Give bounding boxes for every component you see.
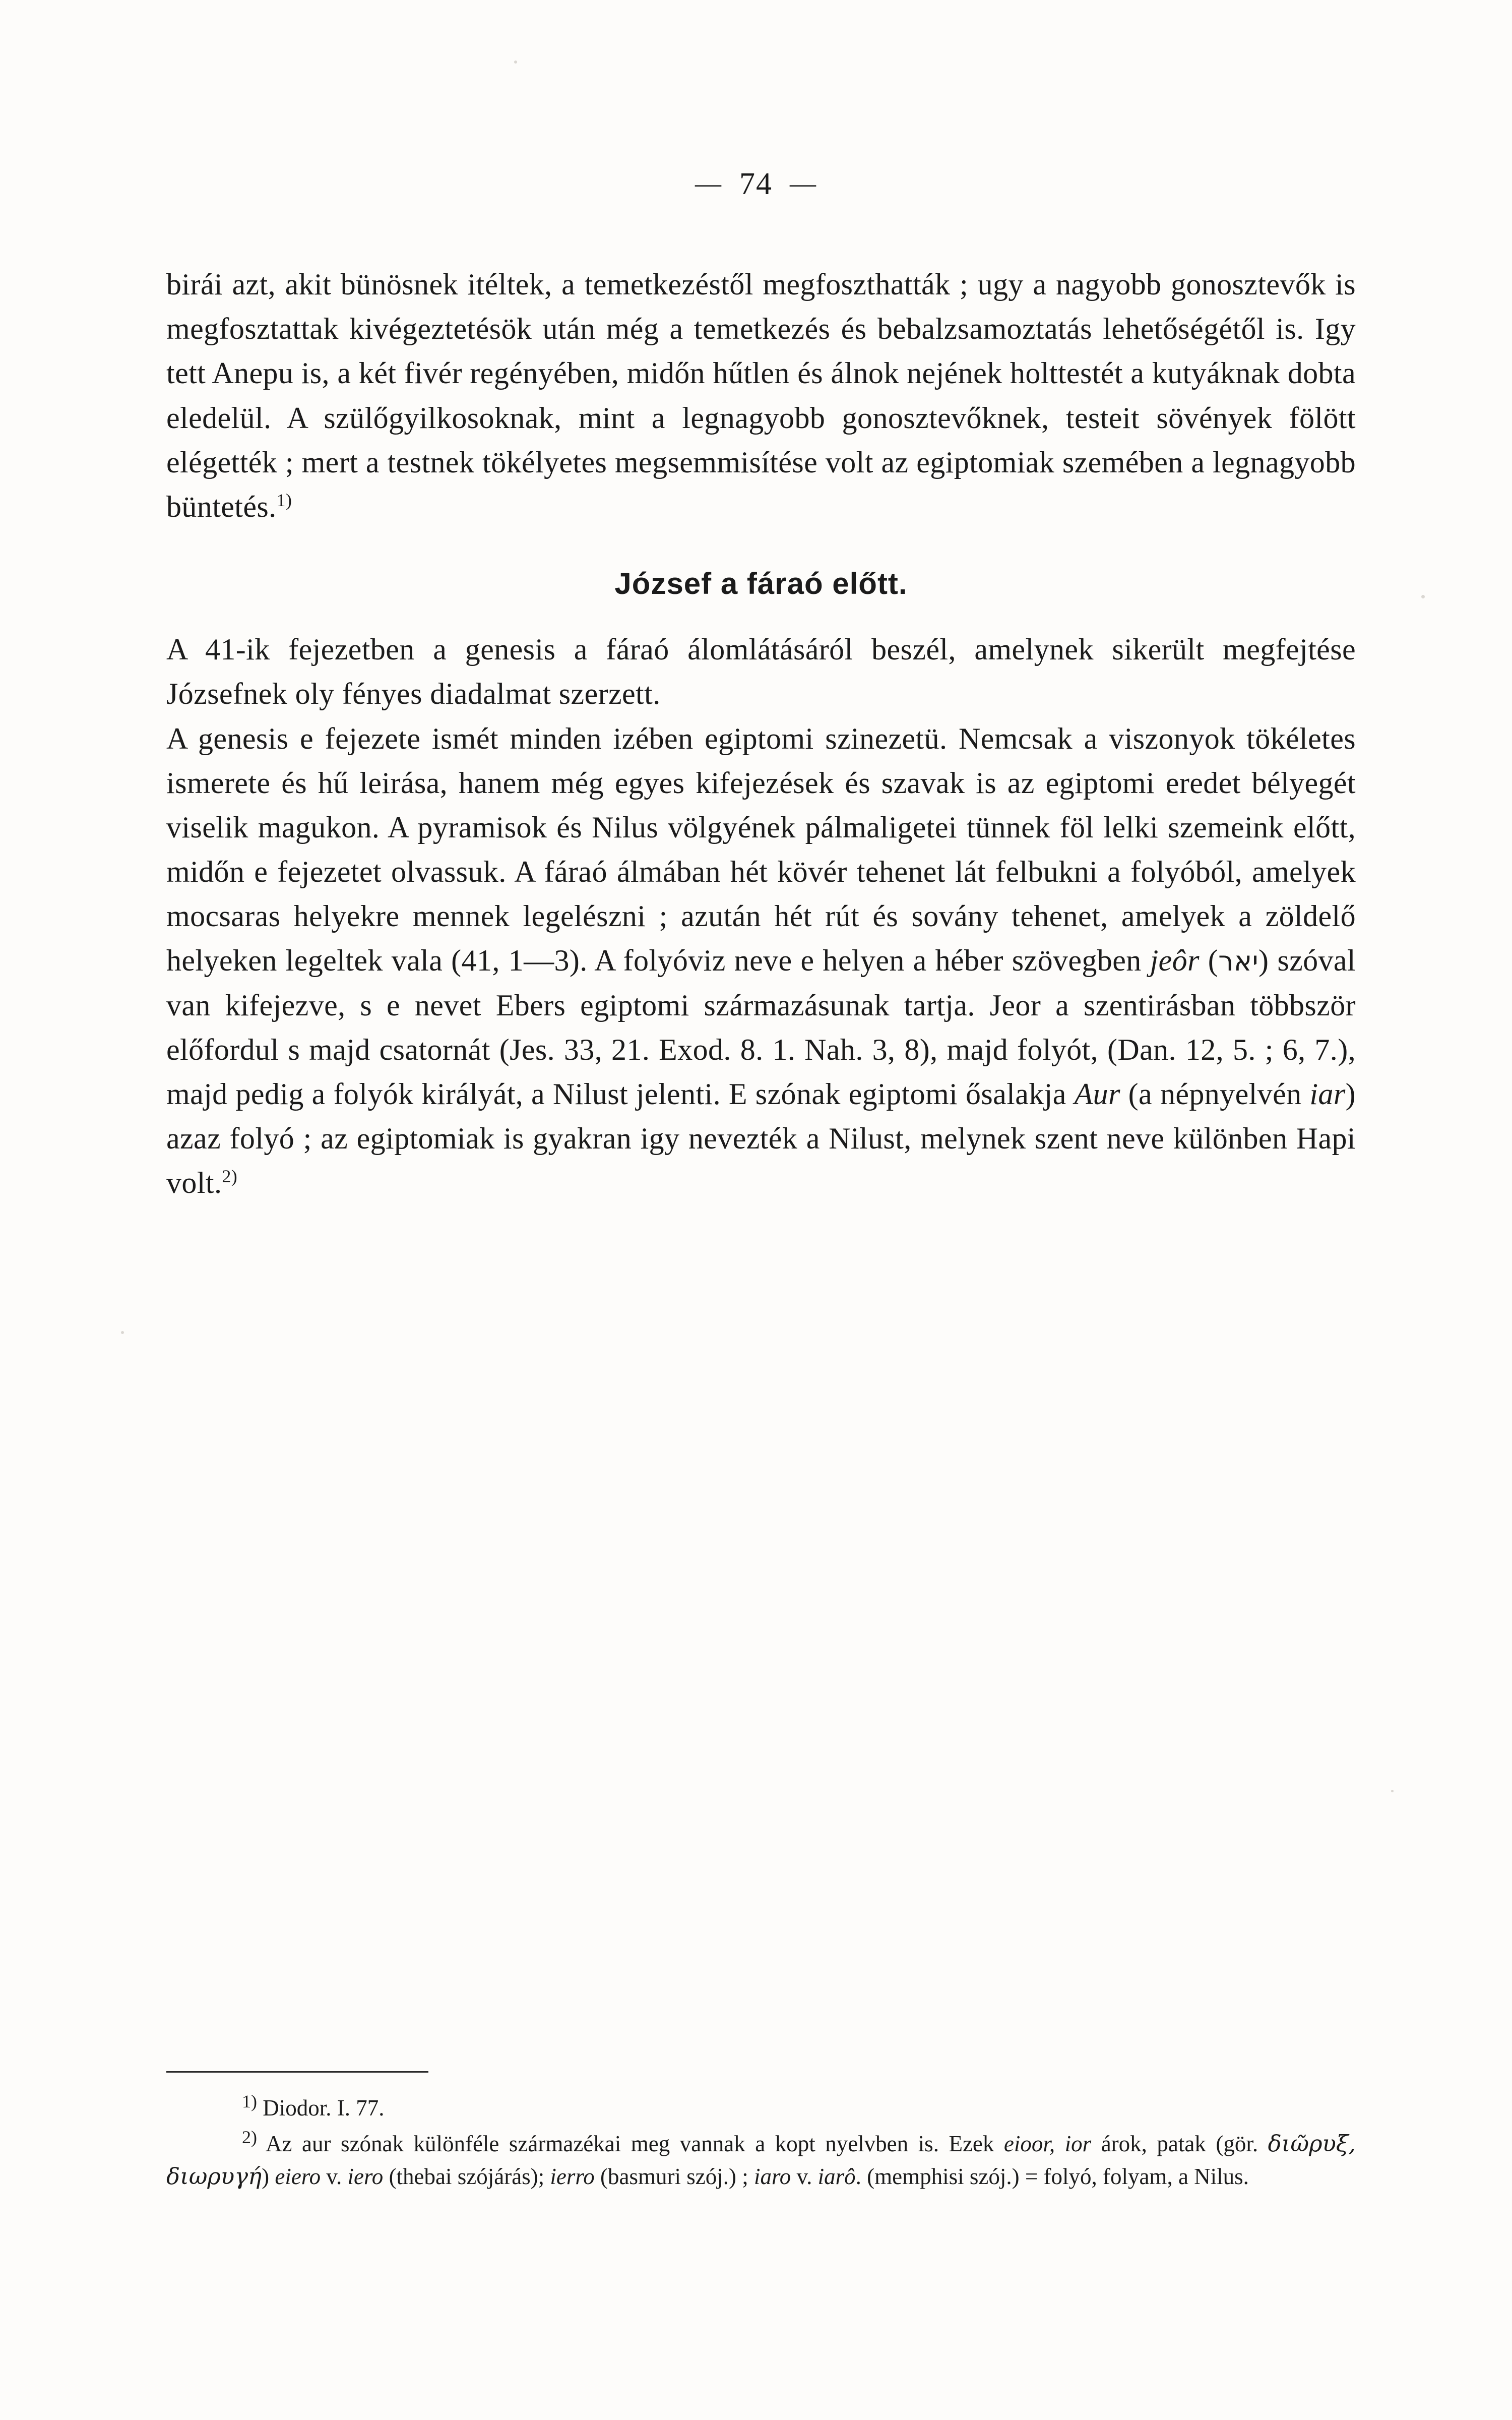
paragraph-burial-customs	[166, 262, 1356, 529]
footnote-ref-2-paren: )	[231, 1166, 238, 1187]
footnote-2-italic-iaro: iaro	[753, 2163, 791, 2189]
footnote-2-part-c: )	[262, 2163, 275, 2189]
footnote-2-italic-eioor-ior: eioor, ior	[1003, 2131, 1092, 2156]
hebrew-word-yeor: יאר	[1218, 945, 1258, 978]
paragraph-3-part-b: szóval van kifejezve, s e nevet Ebers egiptomi származásunak tartja. Jeor a szentirásban többször előfordul s majd csatornát (Jes. 33, 21. Exod. 8. 1. Nah. 3, 8), majd folyót, (Dan. 12, 5. ; 6, 7.), majd pedig a folyók királyát, a Nilust jelenti. E szónak egiptomi ősalakja	[166, 944, 1356, 1111]
paragraph-egyptian-color: A genesis e fejezete ismét minden izében egiptomi szinezetü. Nemcsak a viszonyok tökéletes ismerete és hű leirása, hanem még egyes kifejezések és szavak is az egiptomi eredet bélyegét viselik magukon. A pyramisok és Nilus völgyének pálmaligetei tünnek föl lelki szemeink előtt, midőn e fejezetet olvassuk. A fáraó álmában hét kövér tehenet lát felbukni a folyóból, amelyek mocsaras helyekre mennek legelészni ; azután hét rút és sovány tehenet, amelyek a zöldelő helyeken legeltek vala (41, 1—3). A folyóviz neve e helyen a héber szövegben jeôr (יאר) szóval van kifejezve, s e nevet Ebers egiptomi származásunak tartja. Jeor a szentirásban többször előfordul s majd csatornát (Jes. 33, 21. Exod. 8. 1. Nah. 3, 8), majd folyót, (Dan. 12, 5. ; 6, 7.), majd pedig a folyók királyát, a Nilust jelenti. E szónak egiptomi ősalakja Aur (a népnyelvén iar) azaz folyó ; az egiptomiak is gyakran igy nevezték a Nilust, melynek szent neve különben Hapi volt.$^{2)}$	[166, 721, 1356, 1200]
footnote-2-part-b: árok, patak (gör.	[1091, 2131, 1268, 2156]
paragraph-genesis-41: A 41-ik fejezetben a genesis a fáraó álomlátásáról beszél, amelynek sikerült megfejtése Józsefnek oly fényes diadalmat szerzett.	[166, 633, 1356, 711]
paper-speck	[514, 60, 517, 64]
footnote-1-text: Diodor. I. 77.	[263, 2095, 385, 2121]
paper-speck	[1391, 1790, 1394, 1792]
footnote-2-greek-terms: διῶρυξ, διωρυγή	[166, 2130, 1356, 2190]
footnote-2-part-f: (basmuri szój.) ;	[594, 2163, 754, 2189]
footnote-2-marker-number: 2	[242, 2127, 251, 2147]
paper-speck	[1421, 595, 1425, 598]
body-text-column	[166, 262, 1356, 1205]
footnote-block	[166, 2092, 1356, 2196]
footnote-ref-2[interactable]	[222, 1166, 237, 1186]
footnote-2-part-e: (thebai szójárás);	[383, 2163, 550, 2189]
footnote-1-marker-number: 1	[242, 2091, 251, 2111]
footnote-ref-1-paren: )	[285, 490, 292, 510]
footnote-1-marker	[242, 2091, 257, 2111]
footnote-2-italic-iaro-circumflex: iarô	[817, 2163, 856, 2189]
page-number	[0, 166, 1512, 202]
footnote-2-part-g: v.	[791, 2163, 818, 2189]
footnote-ref-1[interactable]	[277, 490, 292, 510]
footnote-1	[166, 2092, 1356, 2125]
paper-speck	[121, 1331, 124, 1334]
footnote-2	[166, 2128, 1356, 2193]
paragraph-3-part-d: ) azaz folyó ; az egiptomiak is gyakran igy nevezték a Nilust, melynek szent neve különben Hapi volt.	[166, 1077, 1356, 1200]
footnote-2-part-h: . (memphisi szój.) = folyó, folyam, a Nilus.	[855, 2163, 1249, 2189]
paragraph-3-part-a: A genesis e fejezete ismét minden izében egiptomi szinezetü. Nemcsak a viszonyok tökéletes ismerete és hű leirása, hanem még egyes kifejezések és szavak is az egiptomi eredet bélyegét viselik magukon. A pyramisok és Nilus völgyének pálmaligetei tünnek föl lelki szemeink előtt, midőn e fejezetet olvassuk. A fáraó álmában hét kövér tehenet lát felbukni a folyóból, amelyek mocsaras helyekre mennek legelészni ; azután hét rút és sovány tehenet, amelyek a zöldelő helyeken legeltek vala (41, 1—3). A folyóviz neve e helyen a héber szövegben	[166, 721, 1356, 978]
footnote-2-marker	[242, 2127, 257, 2147]
term-iar-italic: iar	[1309, 1077, 1346, 1111]
footnote-1-marker-paren: )	[251, 2091, 257, 2111]
footnote-ref-1-number: 1	[276, 490, 286, 510]
section-heading-joseph: József a fáraó előtt.	[614, 567, 908, 601]
footnote-ref-2-number: 2	[222, 1166, 231, 1187]
paragraph-3-part-c: (a népnyelvén	[1120, 1077, 1310, 1111]
page-number-dash-right: —	[790, 169, 817, 198]
term-jeor-italic: jeôr	[1150, 944, 1200, 978]
paragraph-1-text: birái azt, akit bünösnek itéltek, a temetkezéstől megfoszthatták ; ugy a nagyobb gonosztevők is megfosztattak kivégeztetésök után még a temetkezés és bebalzsamoztatás lehetőségétől is. Igy tett Anepu is, a két fivér regényében, midőn hűtlen és álnok nejének holttestét a kutyáknak dobta eledelül. A szülőgyilkosoknak, mint a legnagyobb gonosztevőknek, testeit sövények fölött elégették ; mert a testnek tökélyetes megsemmisítése volt az egiptomiak szemében a legnagyobb büntetés.	[166, 268, 1356, 523]
page-number-value: 74	[739, 167, 773, 201]
footnote-2-italic-ierro: ierro	[550, 2163, 595, 2189]
page-number-dash-left: —	[695, 169, 722, 198]
footnote-separator-rule	[166, 2071, 428, 2073]
footnote-2-italic-eiero: eiero	[275, 2163, 321, 2189]
footnote-2-marker-paren: )	[251, 2127, 257, 2147]
footnote-2-italic-iero: iero	[347, 2163, 384, 2189]
footnote-2-part-d: v.	[321, 2163, 348, 2189]
term-aur-italic: Aur	[1074, 1077, 1120, 1111]
footnote-2-part-a: Az aur szónak különféle származékai meg vannak a kopt nyelvben is. Ezek	[266, 2131, 1004, 2156]
